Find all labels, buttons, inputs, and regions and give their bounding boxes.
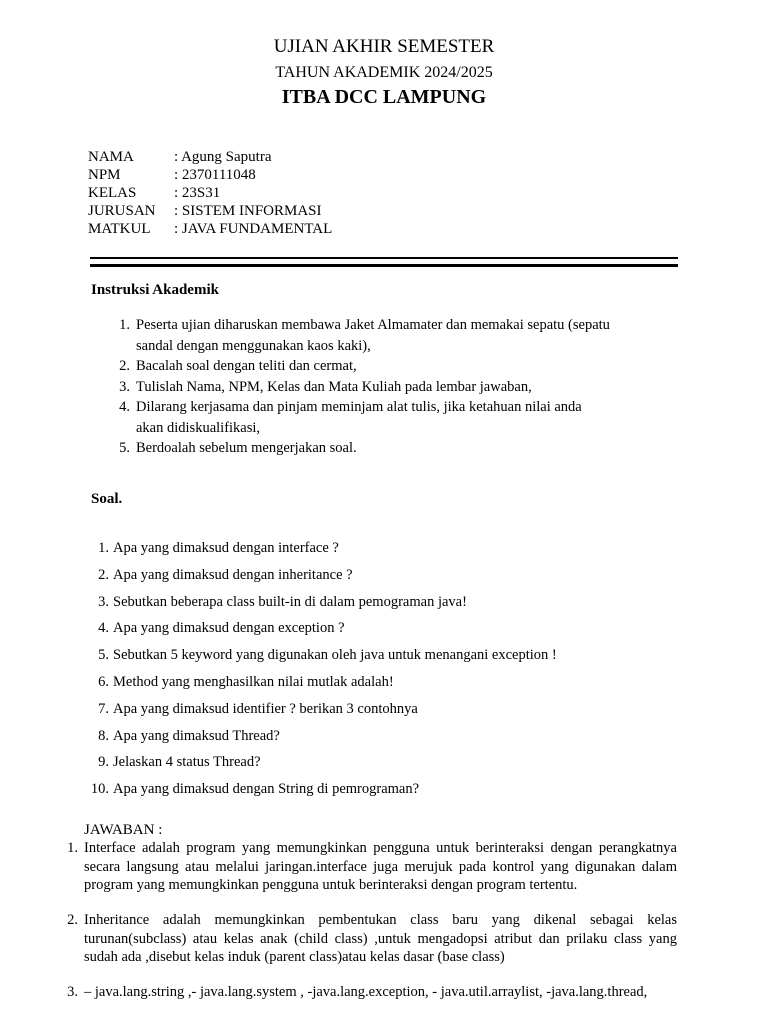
info-value: : JAVA FUNDAMENTAL [174,221,333,237]
answer-number: 3. [67,984,78,1000]
exam-title: UJIAN AKHIR SEMESTER [273,36,495,57]
item-number: 1. [98,540,109,556]
item-line: Bacalah soal dengan teliti dan cermat, [136,358,357,374]
question-item [90,779,557,806]
answer-text: Inheritance adalah memungkinkan pembentukan class baru yang dikenal sebagai kelas turunan(subclass) atau kelas anak (child class) ,untuk mengadopsi atribut dan prilaku class yang sudah ada ,disebut kelas induk (parent class)atau kelas dasar (base class) [84,912,677,965]
item-number: 3. [98,593,109,610]
question-item [98,645,557,672]
questions-list [90,538,557,806]
institution-name: ITBA DCC LAMPUNG [281,86,487,108]
info-row-npm [88,166,332,184]
answer-number: 2. [67,912,78,928]
item-number: 4. [119,399,130,415]
item-line: Tulislah Nama, NPM, Kelas dan Mata Kuliah pada lembar jawaban, [136,378,532,395]
divider-thin [90,257,678,259]
answer-text: Interface adalah program yang memungkinkan pengguna untuk berinteraksi dengan perangkatnya secara langsung atau melalui jaringan.interface juga merujuk pada kontrol yang digunakan dalam program yang memungkinkan pengguna untuk berinteraksi dengan program tertentu. [84,840,677,893]
info-label: JURUSAN [88,203,156,219]
question-text: Apa yang dimaksud Thread? [113,727,280,744]
answers-heading: JAWABAN : [84,822,163,838]
question-item [98,672,557,699]
item-number: 4. [98,620,109,637]
info-row-major [88,202,332,220]
question-text: Jelaskan 4 status Thread? [113,754,261,771]
list-item [119,315,610,356]
questions-heading: Soal. [91,491,123,507]
item-number: 10. [90,781,109,798]
question-item [98,726,557,753]
question-item [98,618,557,645]
student-info [88,148,332,238]
list-item [119,356,610,377]
question-text: Apa yang dimaksud identifier ? berikan 3 contohnya [113,700,418,717]
question-text: Apa yang dimaksud dengan interface ? [113,540,339,556]
item-number: 9. [98,754,109,771]
question-text: Sebutkan 5 keyword yang digunakan oleh java untuk menangani exception ! [113,647,557,664]
item-number: 8. [98,727,109,744]
item-number: 3. [119,378,130,395]
info-value: : 2370111048 [174,167,256,183]
answer-number: 1. [67,840,78,856]
question-text: Sebutkan beberapa class built-in di dalam pemograman java! [113,593,467,610]
answer-item [67,839,677,895]
item-number: 7. [98,700,109,717]
answer-item [67,911,677,967]
question-item [98,752,557,779]
list-item [119,377,610,398]
question-item [98,592,557,619]
question-item [98,699,557,726]
instructions-heading: Instruksi Akademik [91,282,219,298]
item-line: akan didiskualifikasi, [136,419,261,436]
item-number: 2. [98,566,109,583]
question-item [98,565,557,592]
item-line: Peserta ujian diharuskan membawa Jaket Almamater dan memakai sepatu (sepatu [136,317,610,333]
info-label: NAMA [88,149,134,165]
info-value: : SISTEM INFORMASI [174,203,322,219]
item-line: Berdoalah sebelum mengerjakan soal. [136,440,357,456]
info-label: KELAS [88,185,137,201]
item-number: 1. [119,317,130,333]
list-item [119,397,610,438]
answer-text: – java.lang.string ,- java.lang.system , -java.lang.exception, - java.util.arraylist, -java.lang.thread, [84,984,648,1000]
item-line: Dilarang kerjasama dan pinjam meminjam alat tulis, jika ketahuan nilai anda [136,399,582,415]
question-text: Apa yang dimaksud dengan String di pemrograman? [113,781,420,798]
info-value: : Agung Saputra [174,149,272,165]
answer-item [67,983,677,1002]
info-row-course [88,220,332,238]
item-number: 5. [119,440,130,456]
divider-thick [90,264,678,267]
info-value: : 23S31 [174,185,221,201]
academic-year: TAHUN AKADEMIK 2024/2025 [275,64,493,81]
question-text: Apa yang dimaksud dengan exception ? [113,620,345,637]
info-row-class [88,184,332,202]
list-item [119,438,610,459]
item-number: 2. [119,358,130,374]
question-text: Method yang menghasilkan nilai mutlak adalah! [113,673,394,690]
item-number: 5. [98,647,109,664]
info-label: NPM [88,167,121,183]
question-item [98,538,557,565]
item-number: 6. [98,673,109,690]
item-line: sandal dengan menggunakan kaos kaki), [136,337,371,354]
info-label: MATKUL [88,221,151,237]
instructions-list [119,315,610,459]
question-text: Apa yang dimaksud dengan inheritance ? [113,566,353,583]
info-row-name [88,148,332,166]
